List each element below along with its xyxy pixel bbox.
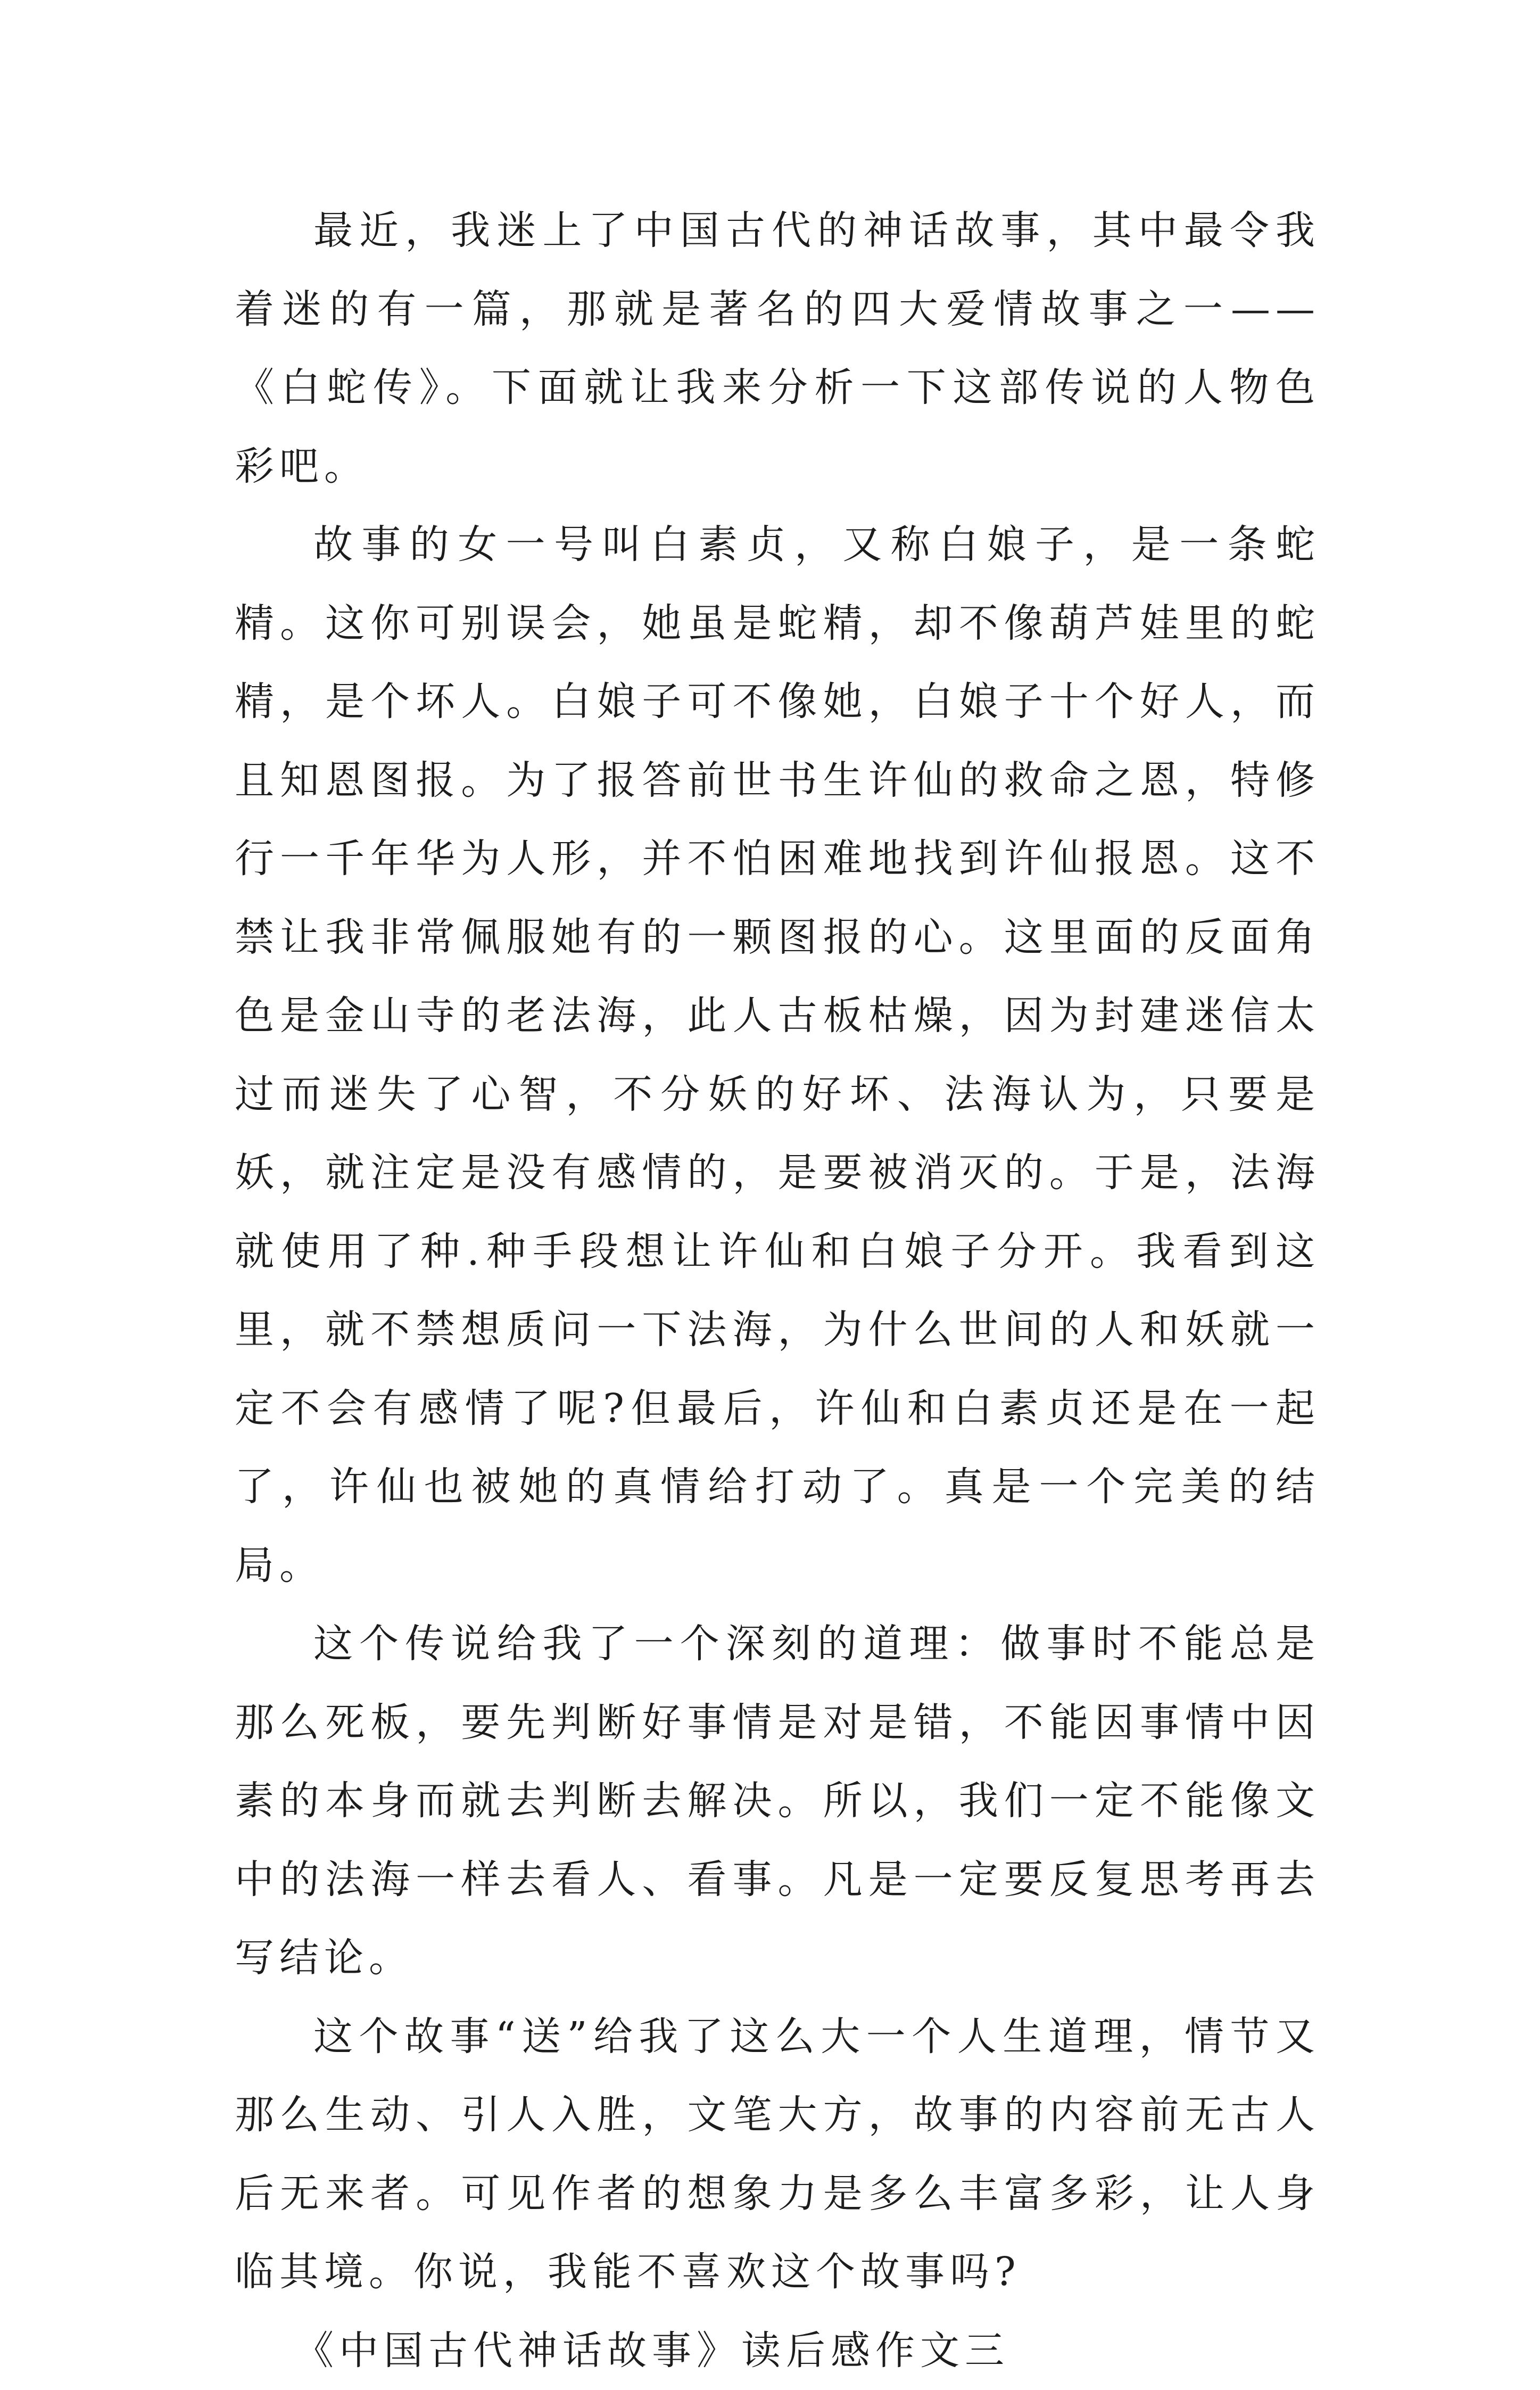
document-body xyxy=(235,192,1320,2390)
paragraph-intro: 最近，我迷上了中国古代的神话故事，其中最令我着迷的有一篇，那就是著名的四大爱情故事之一——《白蛇传》。下面就让我来分析一下这部传说的人物色彩吧。 xyxy=(235,192,1320,506)
paragraph-characters: 故事的女一号叫白素贞，又称白娘子，是一条蛇精。这你可别误会，她虽是蛇精，却不像葫芦娃里的蛇精，是个坏人。白娘子可不像她，白娘子十个好人，而且知恩图报。为了报答前世书生许仙的救命之恩，特修行一千年华为人形，并不怕困难地找到许仙报恩。这不禁让我非常佩服她有的一颗图报的心。这里面的反面角色是金山寺的老法海，此人古板枯燥，因为封建迷信太过而迷失了心智，不分妖的好坏、法海认为，只要是妖，就注定是没有感情的，是要被消灭的。于是，法海就使用了种.种手段想让许仙和白娘子分开。我看到这里，就不禁想质问一下法海，为什么世间的人和妖就一定不会有感情了呢?但最后，许仙和白素贞还是在一起了，许仙也被她的真情给打动了。真是一个完美的结局。 xyxy=(235,506,1320,1605)
paragraph-conclusion: 这个故事“送”给我了这么大一个人生道理，情节又那么生动、引人入胜，文笔大方，故事的内容前无古人后无来者。可见作者的想象力是多么丰富多彩，让人身临其境。你说，我能不喜欢这个故事吗? xyxy=(235,1998,1320,2312)
paragraph-lesson: 这个传说给我了一个深刻的道理：做事时不能总是那么死板，要先判断好事情是对是错，不能因事情中因素的本身而就去判断去解决。所以，我们一定不能像文中的法海一样去看人、看事。凡是一定要反复思考再去写结论。 xyxy=(235,1605,1320,1998)
next-essay-title: 《中国古代神话故事》读后感作文三 xyxy=(235,2312,1320,2390)
